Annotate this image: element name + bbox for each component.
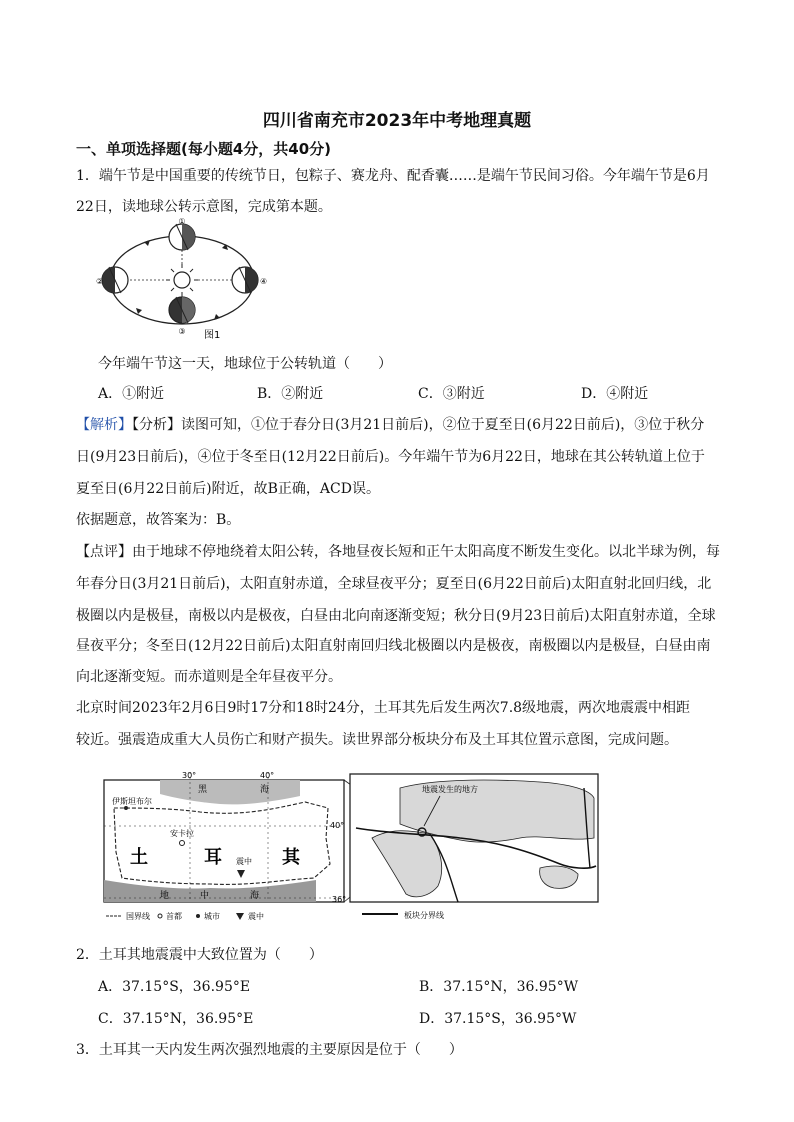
q1-question: 今年端午节这一天，地球位于公转轨道（ ）: [98, 356, 392, 372]
q1-comment-line1: 【点评】由于地球不停地绕着太阳公转，各地昼夜长短和正午太阳高度不断发生变化。以北半球为例，每: [76, 544, 720, 560]
analysis-tag: 【解析】: [76, 417, 132, 433]
label-2: ②: [96, 277, 104, 286]
q1-comment-line4: 昼夜平分；冬至日(12月22日前后)太阳直射南回归线北极圈以内是极夜，南极圈以内是极昼，白昼由南: [76, 638, 711, 654]
label-4: ④: [260, 277, 268, 286]
sun-icon: [166, 264, 198, 296]
istanbul-label: 伊斯坦布尔: [112, 797, 152, 806]
earth-position-1: [169, 224, 195, 250]
earth-position-right: [232, 267, 258, 293]
q2-option-c[interactable]: C．37.15°N，36.95°E: [98, 1011, 254, 1027]
lon-40-label: 40°: [260, 771, 275, 780]
med-label-1: 地: [160, 891, 170, 901]
q2-stem: 2．土耳其地震震中大致位置为（ ）: [76, 947, 323, 963]
legend-border-label: 国界线: [126, 912, 150, 921]
q1-stem-line2: 22日，读地球公转示意图，完成第本题。: [76, 199, 332, 215]
capital-star-icon: [180, 841, 185, 846]
q2-option-a[interactable]: A．37.15°S，36.95°E: [98, 979, 251, 995]
q1-option-b[interactable]: B．②附近: [257, 386, 324, 402]
quake-place-label: 地震发生的地方: [422, 785, 478, 794]
q3-stem: 3．土耳其一天内发生两次强烈地震的主要原因是位于（ ）: [76, 1042, 463, 1058]
country-char-1: 土: [130, 847, 148, 868]
country-char-3: 其: [282, 847, 300, 868]
q1-comment-line5: 向北逐渐变短。而赤道则是全年昼夜平分。: [76, 669, 342, 685]
earth-orbit-figure: [92, 218, 272, 343]
figure-caption: 图1: [204, 330, 221, 341]
legend-plate-label: 板块分界线: [404, 911, 444, 920]
country-char-2: 耳: [204, 847, 222, 868]
q1-answer: 依据题意，故答案为：B。: [76, 512, 241, 528]
analysis-text: 【分析】读图可知，①位于春分日(3月21日前后)，②位于夏至日(6月22日前后)，③位于秋分: [132, 417, 705, 433]
earth-position-left: [102, 267, 128, 293]
legend-capital-label: 首都: [166, 912, 182, 921]
epicenter-label: 震中: [236, 857, 252, 866]
legend-epicenter-label: 震中: [248, 912, 264, 921]
q1-comment-line2: 年春分日(3月21日前后)，太阳直射赤道，全球昼夜平分；夏至日(6月22日前后)太阳直射北回归线，北: [76, 576, 712, 592]
q1-option-a[interactable]: A．①附近: [98, 386, 165, 402]
q1-analysis-line1: [76, 416, 704, 434]
ankara-label: 安卡拉: [170, 829, 194, 838]
lat-36-label: 36°: [332, 895, 347, 904]
label-3: ③: [178, 327, 186, 336]
lon-30-label: 30°: [182, 771, 197, 780]
q1-comment-line3: 极圈以内是极昼，南极以内是极夜，白昼由北向南逐渐变短；秋分日(9月23日前后)太阳直射赤道，全球: [76, 608, 716, 624]
earth-position-3: [169, 297, 195, 323]
legend-city-label: 城市: [204, 912, 220, 921]
black-sea-label-1: 黑: [198, 785, 208, 795]
section-heading: 一、单项选择题(每小题4分，共40分): [76, 140, 332, 158]
map-legend: [106, 911, 264, 921]
med-label-3: 海: [250, 891, 260, 901]
passage2-line2: 较近。强震造成重大人员伤亡和财产损失。读世界部分板块分布及土耳其位置示意图，完成问题。: [76, 732, 678, 748]
passage2-line1: 北京时间2023年2月6日9时17分和18时24分，土耳其先后发生两次7.8级地震，两次地震震中相距: [76, 700, 691, 716]
q1-option-d[interactable]: D．④附近: [581, 386, 649, 402]
istanbul-city-icon: [124, 806, 128, 810]
med-label-2: 中: [200, 891, 210, 901]
q1-analysis-line2: 日(9月23日前后)，④位于冬至日(12月22日前后)。今年端午节为6月22日，地球在其公转轨道上位于: [76, 449, 705, 465]
lat-40-label: 40°: [330, 821, 345, 830]
q2-option-d[interactable]: D．37.15°S，36.95°W: [419, 1011, 577, 1027]
q2-option-b[interactable]: B．37.15°N，36.95°W: [419, 979, 579, 995]
label-1: ①: [178, 218, 186, 226]
document-title: 四川省南充市2023年中考地理真题: [262, 111, 532, 131]
black-sea-label-2: 海: [260, 785, 270, 795]
turkey-plate-map: [100, 768, 602, 924]
q1-stem-line1: 1．端午节是中国重要的传统节日，包粽子、赛龙舟、配香囊……是端午节民间习俗。今年端午节是6月: [76, 168, 710, 184]
q1-option-c[interactable]: C．③附近: [418, 386, 485, 402]
q1-analysis-line3: 夏至日(6月22日前后)附近，故B正确，ACD误。: [76, 481, 380, 497]
